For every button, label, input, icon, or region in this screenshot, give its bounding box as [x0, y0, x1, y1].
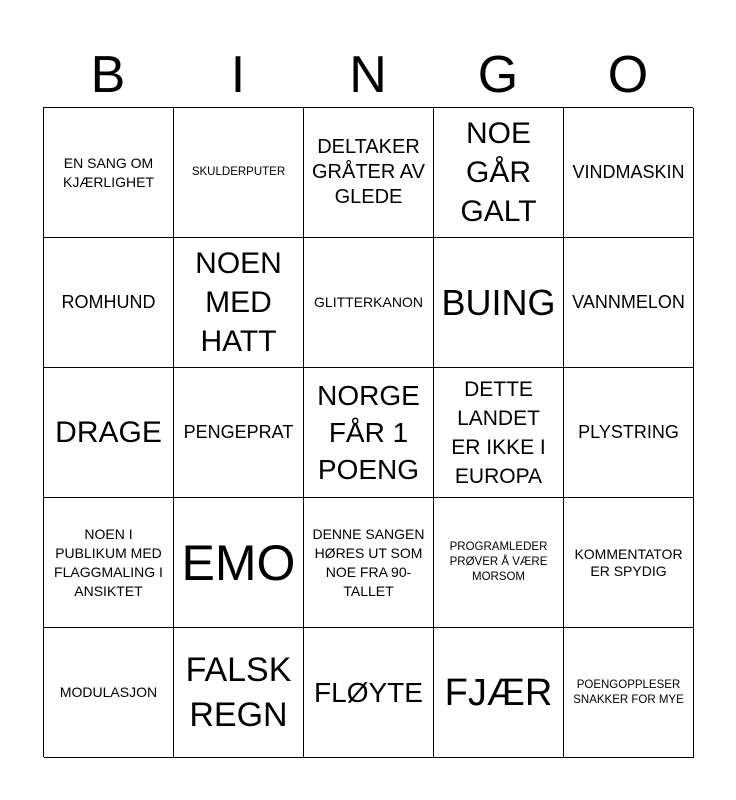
bingo-cell-r2c2[interactable]: [174, 238, 304, 368]
cell-label: FALSK REGN: [185, 650, 292, 734]
bingo-cell-r1c2[interactable]: [174, 108, 304, 238]
header-letter-g: G: [477, 46, 519, 104]
cell-label: NOE GÅR GALT: [460, 117, 537, 228]
cell-label: PLYSTRING: [578, 422, 679, 442]
cell-label: FJÆR: [444, 671, 553, 714]
cell-label: POENGOPPLESER SNAKKER FOR MYE: [573, 678, 684, 706]
bingo-cell-r1c4[interactable]: [434, 108, 564, 238]
header-letter-o: O: [607, 46, 649, 104]
cell-label: FLØYTE: [314, 676, 423, 708]
header-letter-i: I: [230, 46, 246, 104]
cell-label: EN SANG OM KJÆRLIGHET: [62, 154, 154, 190]
bingo-cell-r5c2[interactable]: [174, 628, 304, 758]
cell-label: DRAGE: [55, 416, 162, 449]
bingo-cell-r3c1[interactable]: [44, 368, 174, 498]
cell-label: VINDMASKIN: [572, 162, 685, 182]
bingo-cell-r2c4[interactable]: [434, 238, 564, 368]
bingo-cell-r5c3[interactable]: [304, 628, 434, 758]
bingo-cell-r4c4[interactable]: [434, 498, 564, 628]
bingo-cell-r2c3[interactable]: [304, 238, 434, 368]
cell-label: BUING: [441, 281, 556, 323]
bingo-cell-r4c1[interactable]: [44, 498, 174, 628]
bingo-cell-r2c1[interactable]: [44, 238, 174, 368]
cell-label: PENGEPRAT: [183, 422, 294, 442]
cell-label: ROMHUND: [61, 292, 156, 312]
cell-label: NOEN I PUBLIKUM MED FLAGGMALING I ANSIKTET: [54, 525, 163, 599]
cell-label: SKULDERPUTER: [191, 166, 286, 178]
bingo-header: [43, 44, 693, 106]
cell-label: MODULASJON: [59, 684, 158, 700]
bingo-cell-r3c5[interactable]: [564, 368, 694, 498]
cell-label: GLITTERKANON: [314, 294, 423, 310]
cell-label: DENNE SANGEN HØRES UT SOM NOE FRA 90-TALLET: [312, 525, 425, 599]
cell-label: NOEN MED HATT: [195, 247, 282, 358]
bingo-cell-r4c3[interactable]: [304, 498, 434, 628]
cell-label: DELTAKER GRÅTER AV GLEDE: [312, 136, 425, 208]
header-letter-n: N: [349, 46, 387, 104]
bingo-card-grid: [43, 107, 693, 757]
bingo-cell-r4c5[interactable]: [564, 498, 694, 628]
bingo-cell-r2c5[interactable]: [564, 238, 694, 368]
bingo-cell-r3c4[interactable]: [434, 368, 564, 498]
bingo-cell-r4c2[interactable]: [174, 498, 304, 628]
bingo-cell-r1c5[interactable]: [564, 108, 694, 238]
bingo-cell-r5c4[interactable]: [434, 628, 564, 758]
bingo-cell-r1c3[interactable]: [304, 108, 434, 238]
cell-label: PROGRAMLEDER PRØVER Å VÆRE MORSOM: [449, 541, 548, 583]
bingo-cell-r5c1[interactable]: [44, 628, 174, 758]
cell-label: EMO: [181, 534, 296, 591]
cell-label: VANNMELON: [572, 292, 685, 312]
bingo-cell-r3c2[interactable]: [174, 368, 304, 498]
bingo-cell-r5c5[interactable]: [564, 628, 694, 758]
bingo-cell-r3c3[interactable]: [304, 368, 434, 498]
cell-label: KOMMENTATOR ER SPYDIG: [574, 545, 683, 579]
cell-label: NORGE FÅR 1 POENG: [317, 380, 420, 485]
header-letter-b: B: [90, 46, 126, 104]
cell-label: DETTE LANDET ER IKKE I EUROPA: [451, 377, 546, 488]
bingo-cell-r1c1[interactable]: [44, 108, 174, 238]
